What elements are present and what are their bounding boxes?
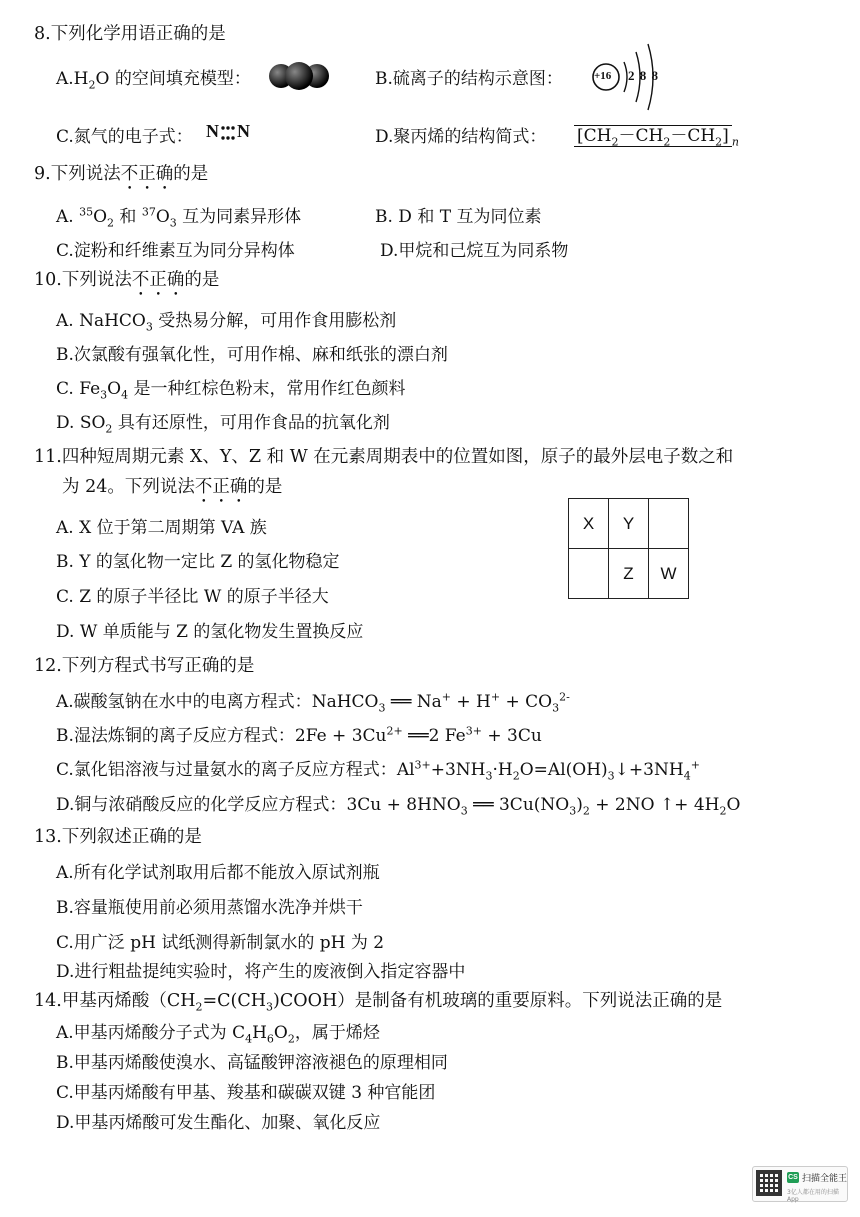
cell-y: Y [608, 498, 649, 549]
cell-z: Z [608, 548, 649, 599]
q8-option-b: B.硫离子的结构示意图： [375, 69, 563, 89]
badge-title: 扫描全能王 [802, 1174, 848, 1184]
water-space-filling-model [268, 61, 330, 91]
cell-x: X [568, 498, 609, 549]
q8-option-a: $A.H_2O$ 的空间填充模型： [56, 69, 251, 92]
question-9-stem: 9.下列说法不正确的是 [34, 164, 209, 184]
q12-option-a: A.碳酸氢钠在水中的电离方程式：NaHCO$_3$ ══ $Na^+ + H^+ + CO_3^{2-}$ [56, 690, 570, 715]
q11-option-a: A. X 位于第二周期第 VA 族 [56, 518, 267, 538]
q13-option-b: B.容量瓶使用前必须用蒸馏水洗净并烘干 [56, 898, 363, 918]
question-11-stem-line1: 11.四种短周期元素 X、Y、Z 和 W 在元素周期表中的位置如图，原子的最外层电子数之和 [34, 447, 734, 467]
question-13-stem: 13.下列叙述正确的是 [34, 827, 202, 847]
q12-option-c: C.氯化铝溶液与过量氨水的离子反应方程式：$Al^{3+}+3NH_3\cdot H_2O=Al(OH)_3↓+3NH_4^+$ [56, 758, 700, 783]
q9-option-c: C.淀粉和纤维素互为同分异构体 [56, 241, 295, 261]
q13-option-a: A.所有化学试剂取用后都不能放入原试剂瓶 [56, 863, 380, 883]
electron-shells: 2 8 8 [628, 68, 659, 83]
q13-option-c: C.用广泛 pH 试纸测得新制氯水的 pH 为 2 [56, 933, 385, 953]
q9-option-b: B. D 和 T 互为同位素 [375, 207, 542, 227]
q10-option-d: D. $SO_2$ 具有还原性，可用作食品的抗氧化剂 [56, 413, 390, 436]
q12-option-b: B.湿法炼铜的离子反应方程式：$2Fe + 3Cu^{2+}$ ══2 $Fe^{3+} + 3Cu$ [56, 724, 542, 746]
q9-option-d: D.甲烷和己烷互为同系物 [380, 241, 569, 261]
nucleus-charge: +16 [594, 70, 612, 82]
question-12-stem: 12.下列方程式书写正确的是 [34, 656, 255, 676]
q9-option-a: A. $^{35}O_2$ 和 $^{37}O_3$ 互为同素异形体 [56, 205, 302, 230]
question-14-stem: 14.甲基丙烯酸$(CH_2=C(CH_3)COOH)$是制备有机玻璃的重要原料。下列说法正确的是 [34, 991, 723, 1014]
q13-option-d: D.进行粗盐提纯实验时，将产生的废液倒入指定容器中 [56, 962, 466, 982]
camscanner-logo-icon: CS [788, 1174, 798, 1181]
qr-code-icon [756, 1170, 782, 1196]
q14-option-b: B.甲基丙烯酸使溴水、高锰酸钾溶液褪色的原理相同 [56, 1053, 448, 1073]
q8-option-c: C.氮气的电子式： [56, 127, 193, 147]
badge-subtitle: 3亿人都在用的扫描App [787, 1189, 839, 1203]
cell-w: W [648, 548, 689, 599]
q12-option-d: D.铜与浓硝酸反应的化学反应方程式：$3Cu + 8HNO_3$ ══ $3Cu(NO_3)_2 + 2NO$ ↑+ $4H_2O$ [56, 795, 741, 818]
scanner-watermark-badge [752, 1166, 848, 1202]
cell-empty-1 [648, 498, 689, 549]
question-8-stem: 8.下列化学用语正确的是 [34, 24, 226, 44]
q10-option-a: A. NaHCO$_3$ 受热易分解，可用作食用膨松剂 [56, 311, 397, 334]
q14-option-d: D.甲基丙烯酸可发生酯化、加聚、氧化反应 [56, 1113, 381, 1133]
q11-option-c: C. Z 的原子半径比 W 的原子半径大 [56, 587, 329, 607]
q14-option-c: C.甲基丙烯酸有甲基、羧基和碳碳双键 3 种官能团 [56, 1083, 436, 1103]
periodic-table-fragment [568, 498, 692, 600]
polypropylene-formula: $[CH_2-CH_2-CH_2]$ $_n$ [574, 121, 739, 146]
q11-option-b: B. Y 的氢化物一定比 Z 的氢化物稳定 [56, 552, 340, 572]
q14-option-a: A.甲基丙烯酸分子式为 $C_4H_6O_2$，属于烯烃 [56, 1023, 380, 1046]
q11-option-d: D. W 单质能与 Z 的氢化物发生置换反应 [56, 622, 364, 642]
question-11-stem-line2: 为 24。下列说法不正确的是 [62, 477, 283, 497]
q10-option-c: C. $Fe_3O_4$ 是一种红棕色粉末，常用作红色颜料 [56, 379, 406, 402]
cell-empty-2 [568, 548, 609, 599]
nitrogen-electron-formula: N N [206, 121, 250, 141]
q8-option-d: D.聚丙烯的结构简式： [375, 127, 547, 147]
question-10-stem: 10.下列说法不正确的是 [34, 270, 220, 290]
q10-option-b: B.次氯酸有强氧化性，可用作棉、麻和纸张的漂白剂 [56, 345, 448, 365]
